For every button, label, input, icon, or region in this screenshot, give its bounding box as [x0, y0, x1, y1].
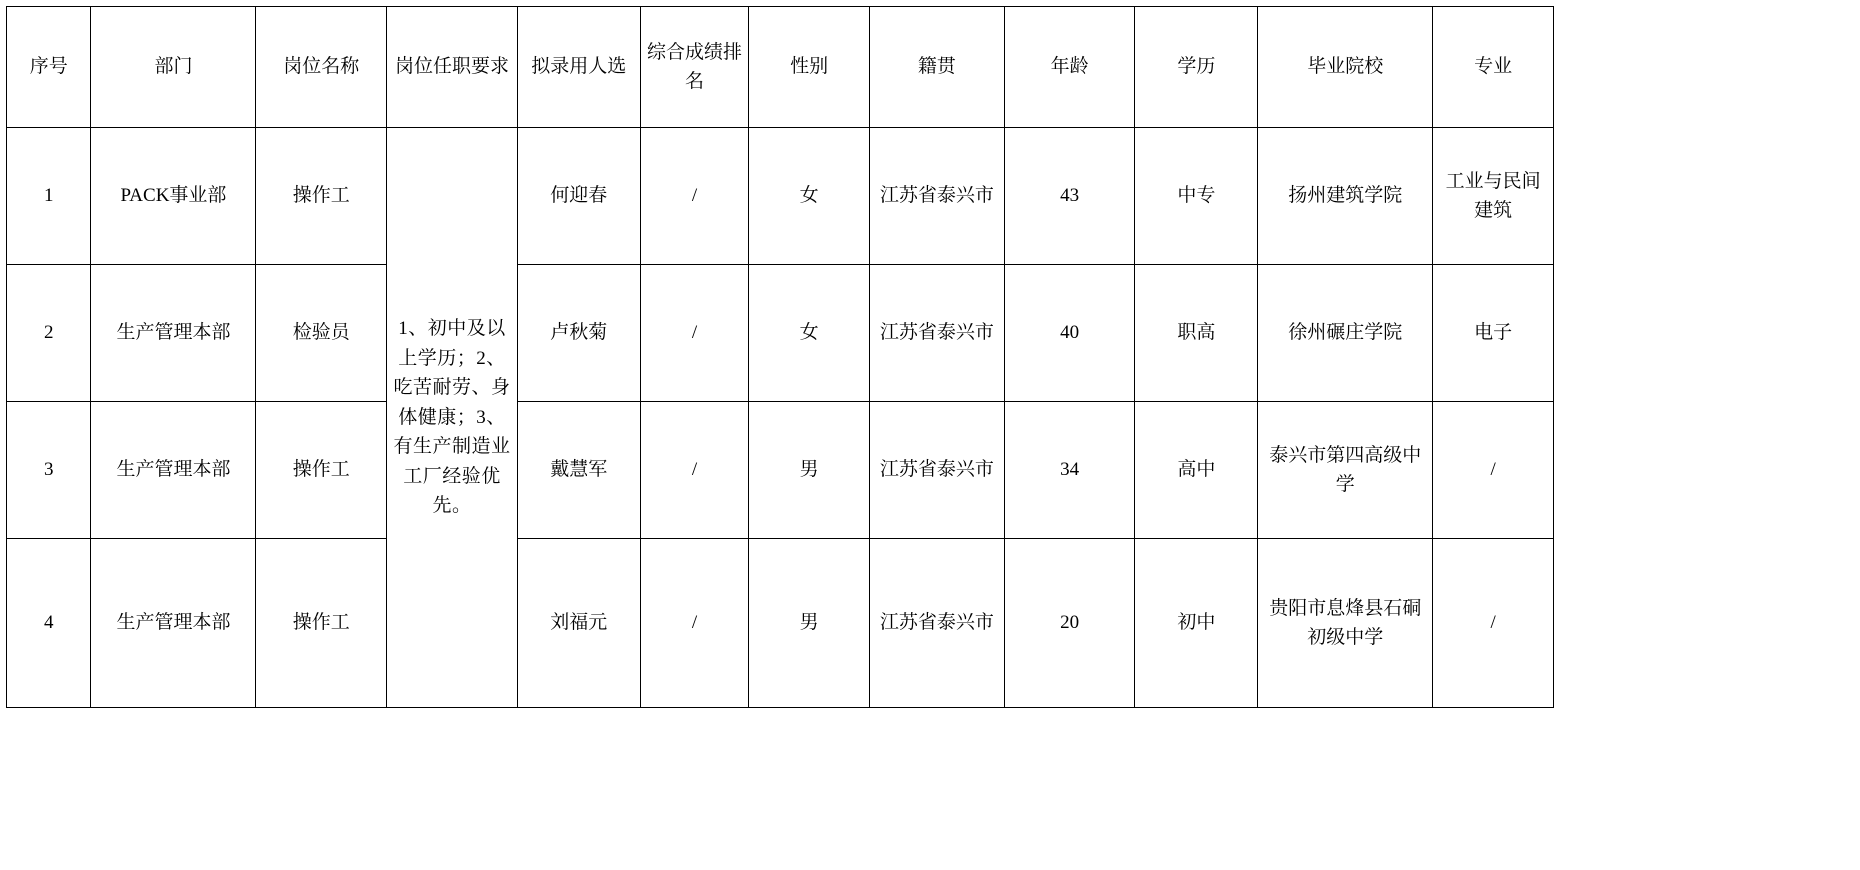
- cell-education: 中专: [1135, 128, 1258, 265]
- cell-major: 工业与民间建筑: [1433, 128, 1554, 265]
- cell-department: 生产管理本部: [91, 402, 256, 539]
- header-cell-major: 专业: [1433, 7, 1554, 128]
- cell-school: 泰兴市第四高级中学: [1258, 402, 1433, 539]
- cell-department: 生产管理本部: [91, 539, 256, 708]
- table-row: [7, 265, 1554, 402]
- cell-candidate: 卢秋菊: [517, 265, 640, 402]
- header-cell-requirement: 岗位任职要求: [387, 7, 518, 128]
- table-row: [7, 539, 1554, 708]
- cell-candidate: 何迎春: [517, 128, 640, 265]
- header-cell-candidate: 拟录用人选: [517, 7, 640, 128]
- cell-school: 徐州碾庄学院: [1258, 265, 1433, 402]
- cell-school: 贵阳市息烽县石硐初级中学: [1258, 539, 1433, 708]
- cell-candidate: 刘福元: [517, 539, 640, 708]
- cell-rank: /: [640, 128, 749, 265]
- cell-major: 电子: [1433, 265, 1554, 402]
- table-row: [7, 402, 1554, 539]
- cell-position: 操作工: [256, 128, 387, 265]
- cell-department: 生产管理本部: [91, 265, 256, 402]
- cell-index: 2: [7, 265, 91, 402]
- document-page: [0, 6, 1860, 870]
- cell-school: 扬州建筑学院: [1258, 128, 1433, 265]
- cell-index: 4: [7, 539, 91, 708]
- cell-position: 操作工: [256, 402, 387, 539]
- cell-department: PACK事业部: [91, 128, 256, 265]
- cell-gender: 女: [749, 128, 870, 265]
- header-cell-rank: 综合成绩排名: [640, 7, 749, 128]
- cell-index: 1: [7, 128, 91, 265]
- cell-hometown: 江苏省泰兴市: [869, 128, 1004, 265]
- cell-major: /: [1433, 539, 1554, 708]
- cell-major: /: [1433, 402, 1554, 539]
- cell-age: 40: [1004, 265, 1135, 402]
- cell-index: 3: [7, 402, 91, 539]
- cell-age: 43: [1004, 128, 1135, 265]
- recruitment-table: [6, 6, 1554, 708]
- cell-rank: /: [640, 265, 749, 402]
- header-cell-hometown: 籍贯: [869, 7, 1004, 128]
- header-cell-school: 毕业院校: [1258, 7, 1433, 128]
- cell-candidate: 戴慧军: [517, 402, 640, 539]
- header-cell-education: 学历: [1135, 7, 1258, 128]
- cell-hometown: 江苏省泰兴市: [869, 539, 1004, 708]
- table-header: [7, 7, 1554, 128]
- cell-hometown: 江苏省泰兴市: [869, 265, 1004, 402]
- cell-rank: /: [640, 402, 749, 539]
- header-cell-position: 岗位名称: [256, 7, 387, 128]
- cell-position: 检验员: [256, 265, 387, 402]
- cell-position: 操作工: [256, 539, 387, 708]
- table-row: [7, 128, 1554, 265]
- cell-age: 20: [1004, 539, 1135, 708]
- header-cell-department: 部门: [91, 7, 256, 128]
- cell-gender: 男: [749, 402, 870, 539]
- cell-gender: 男: [749, 539, 870, 708]
- cell-rank: /: [640, 539, 749, 708]
- header-row: [7, 7, 1554, 128]
- cell-gender: 女: [749, 265, 870, 402]
- table-body: [7, 128, 1554, 708]
- header-cell-age: 年龄: [1004, 7, 1135, 128]
- cell-hometown: 江苏省泰兴市: [869, 402, 1004, 539]
- header-cell-gender: 性别: [749, 7, 870, 128]
- header-cell-index: 序号: [7, 7, 91, 128]
- cell-requirement: 1、初中及以上学历；2、吃苦耐劳、身体健康；3、有生产制造业工厂经验优先。: [387, 128, 518, 708]
- cell-age: 34: [1004, 402, 1135, 539]
- cell-education: 高中: [1135, 402, 1258, 539]
- cell-education: 职高: [1135, 265, 1258, 402]
- cell-education: 初中: [1135, 539, 1258, 708]
